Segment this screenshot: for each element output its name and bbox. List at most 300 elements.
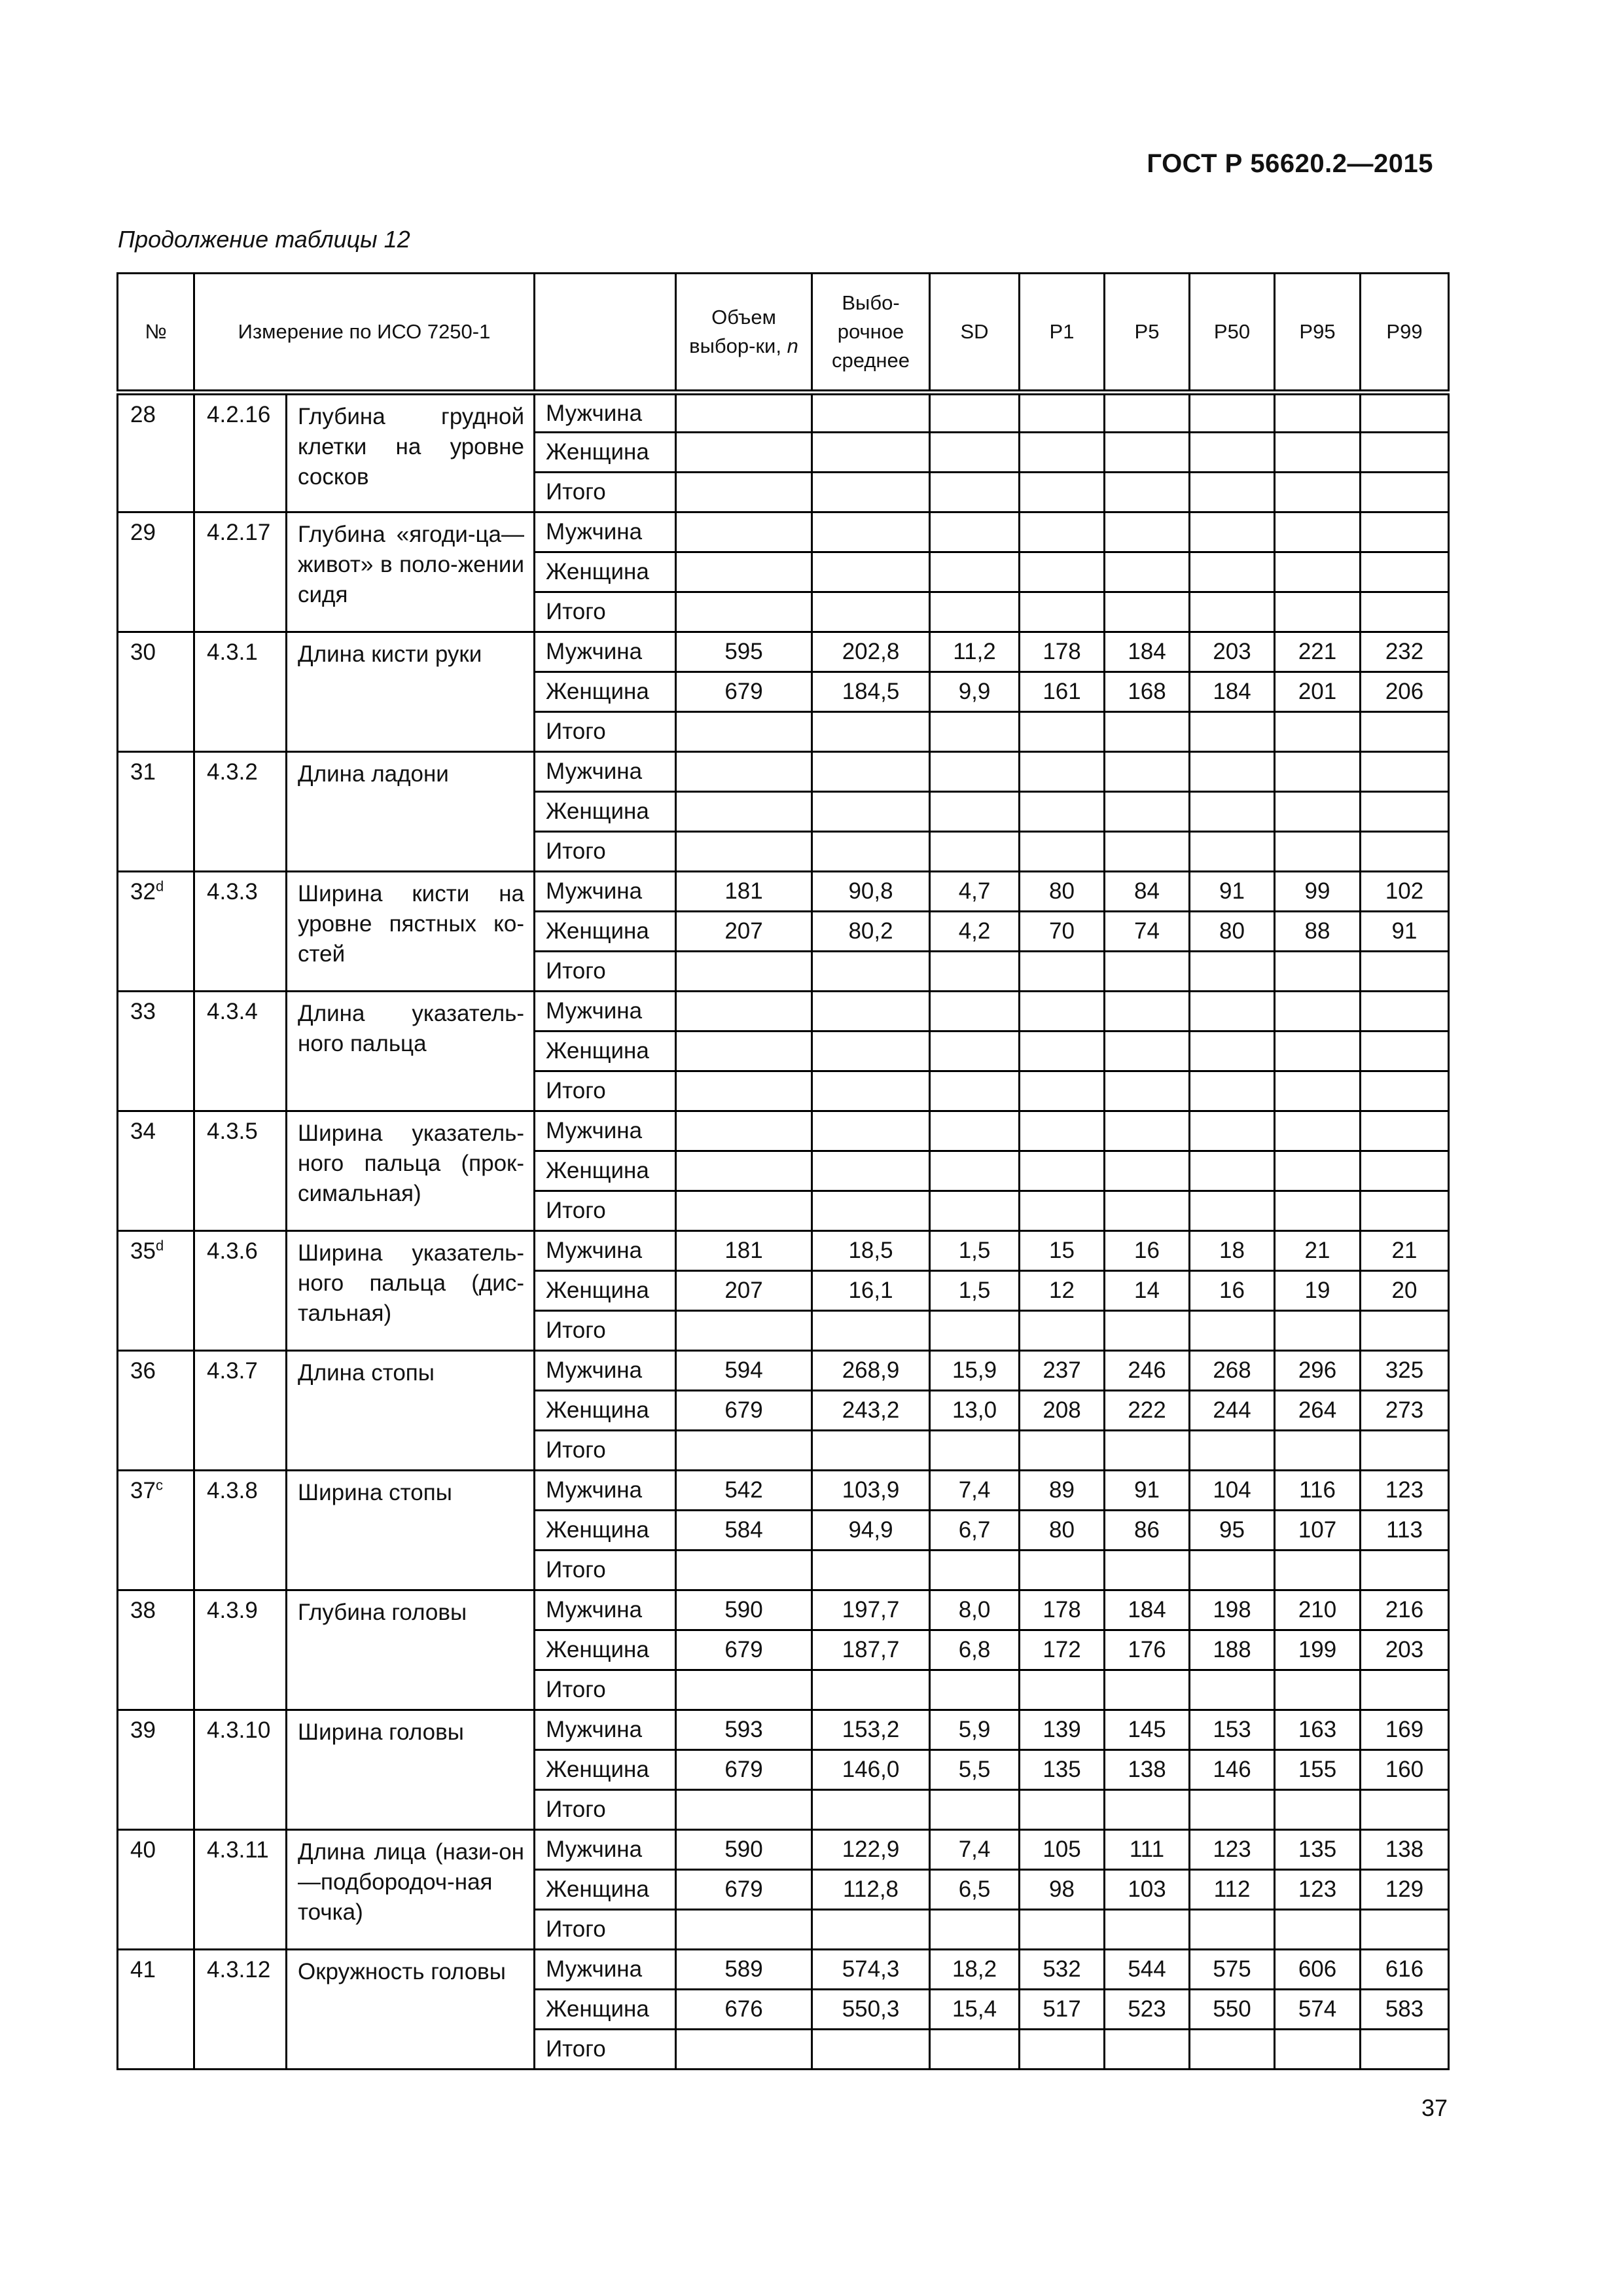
- measurement-name: Глубина «ягоди-ца—живот» в поло-жении сидя: [287, 512, 535, 632]
- footnote-marker: d: [155, 1237, 164, 1254]
- value-cell: 90,8: [812, 872, 930, 912]
- value-cell: [930, 1551, 1020, 1590]
- sex-label: Мужчина: [535, 512, 676, 552]
- iso-code: 4.2.16: [194, 393, 287, 512]
- value-cell: 202,8: [812, 632, 930, 672]
- table-row: [118, 752, 1449, 792]
- value-cell: [930, 752, 1020, 792]
- value-cell: 123: [1190, 1830, 1275, 1870]
- sample-size-label: Объем выбор-ки, n: [689, 306, 798, 357]
- value-cell: [1275, 792, 1361, 832]
- table-row: [118, 1830, 1449, 1870]
- value-cell: [1190, 792, 1275, 832]
- value-cell: [1361, 473, 1449, 512]
- value-cell: [1275, 1790, 1361, 1830]
- sex-label: Женщина: [535, 672, 676, 712]
- sex-label: Итого: [535, 712, 676, 752]
- value-cell: 91: [1105, 1471, 1190, 1511]
- value-cell: 21: [1361, 1231, 1449, 1271]
- value-cell: [1020, 393, 1105, 433]
- measurement-name: Длина лица (нази-он—подбородоч-ная точка): [287, 1830, 535, 1950]
- value-cell: 153,2: [812, 1710, 930, 1750]
- table-row: [118, 1351, 1449, 1391]
- value-cell: 80: [1020, 1511, 1105, 1551]
- document-id: ГОСТ Р 56620.2—2015: [1147, 149, 1433, 178]
- value-cell: [1020, 1910, 1105, 1950]
- value-cell: [812, 592, 930, 632]
- measurement-name: Длина стопы: [287, 1351, 535, 1471]
- value-cell: [1020, 1311, 1105, 1351]
- value-cell: [1275, 1071, 1361, 1111]
- value-cell: [1275, 1551, 1361, 1590]
- row-number-text: 32: [130, 879, 156, 905]
- value-cell: [812, 712, 930, 752]
- iso-code: 4.3.9: [194, 1590, 287, 1710]
- value-cell: [930, 832, 1020, 872]
- value-cell: [1361, 1790, 1449, 1830]
- value-cell: 104: [1190, 1471, 1275, 1511]
- sex-label: Итого: [535, 1191, 676, 1231]
- value-cell: 153: [1190, 1710, 1275, 1750]
- value-cell: [1190, 433, 1275, 473]
- sex-label: Итого: [535, 1551, 676, 1590]
- value-cell: [812, 1431, 930, 1471]
- value-cell: 6,8: [930, 1630, 1020, 1670]
- sex-label: Мужчина: [535, 1950, 676, 1990]
- value-cell: 575: [1190, 1950, 1275, 1990]
- value-cell: [812, 1071, 930, 1111]
- value-cell: 532: [1020, 1950, 1105, 1990]
- value-cell: [676, 592, 812, 632]
- measurement-name: Ширина указатель-ного пальца (дис-тальная): [287, 1231, 535, 1351]
- sex-label: Женщина: [535, 552, 676, 592]
- value-cell: 21: [1275, 1231, 1361, 1271]
- value-cell: 542: [676, 1471, 812, 1511]
- value-cell: 595: [676, 632, 812, 672]
- value-cell: [1105, 752, 1190, 792]
- value-cell: 178: [1020, 1590, 1105, 1630]
- value-cell: 181: [676, 872, 812, 912]
- row-number-text: 40: [130, 1837, 156, 1863]
- value-cell: [930, 952, 1020, 992]
- value-cell: 102: [1361, 872, 1449, 912]
- value-cell: [1190, 552, 1275, 592]
- value-cell: [1275, 1670, 1361, 1710]
- value-cell: 589: [676, 1950, 812, 1990]
- iso-code: 4.3.1: [194, 632, 287, 752]
- value-cell: 105: [1020, 1830, 1105, 1870]
- value-cell: 9,9: [930, 672, 1020, 712]
- value-cell: [1361, 752, 1449, 792]
- iso-code: 4.3.8: [194, 1471, 287, 1590]
- value-cell: [1020, 712, 1105, 752]
- sex-label: Итого: [535, 1790, 676, 1830]
- value-cell: [930, 1910, 1020, 1950]
- value-cell: [1190, 393, 1275, 433]
- value-cell: 207: [676, 912, 812, 952]
- measurement-name: Длина кисти руки: [287, 632, 535, 752]
- row-number: [118, 1590, 194, 1710]
- value-cell: 95: [1190, 1511, 1275, 1551]
- value-cell: [1190, 1311, 1275, 1351]
- value-cell: 112: [1190, 1870, 1275, 1910]
- sex-label: Итого: [535, 832, 676, 872]
- sample-size-symbol: n: [787, 334, 798, 357]
- value-cell: [676, 512, 812, 552]
- value-cell: [1361, 393, 1449, 433]
- value-cell: 210: [1275, 1590, 1361, 1630]
- sex-label: Женщина: [535, 1630, 676, 1670]
- value-cell: [1020, 1790, 1105, 1830]
- value-cell: [676, 433, 812, 473]
- value-cell: [1361, 512, 1449, 552]
- value-cell: [1190, 1031, 1275, 1071]
- row-number: [118, 393, 194, 512]
- value-cell: 15,4: [930, 1990, 1020, 2030]
- measurement-name: Длина ладони: [287, 752, 535, 872]
- value-cell: [1190, 712, 1275, 752]
- measurements-table: [116, 272, 1450, 2070]
- value-cell: 181: [676, 1231, 812, 1271]
- value-cell: [1361, 1191, 1449, 1231]
- value-cell: 146,0: [812, 1750, 930, 1790]
- iso-code: 4.3.11: [194, 1830, 287, 1950]
- value-cell: 13,0: [930, 1391, 1020, 1431]
- col-header-sex: [535, 274, 676, 393]
- value-cell: 7,4: [930, 1471, 1020, 1511]
- value-cell: [1105, 1551, 1190, 1590]
- page-number: 37: [1421, 2094, 1448, 2121]
- iso-code: 4.3.2: [194, 752, 287, 872]
- value-cell: [1190, 992, 1275, 1031]
- value-cell: [1190, 1151, 1275, 1191]
- value-cell: [1361, 552, 1449, 592]
- value-cell: [930, 1431, 1020, 1471]
- row-number: [118, 752, 194, 872]
- value-cell: 169: [1361, 1710, 1449, 1750]
- col-header-p95: P95: [1275, 274, 1361, 393]
- value-cell: [676, 1111, 812, 1151]
- value-cell: 103: [1105, 1870, 1190, 1910]
- value-cell: [1105, 512, 1190, 552]
- table-header: [118, 274, 1449, 393]
- value-cell: [1275, 712, 1361, 752]
- value-cell: 594: [676, 1351, 812, 1391]
- value-cell: [930, 1031, 1020, 1071]
- value-cell: [1190, 2030, 1275, 2070]
- value-cell: 676: [676, 1990, 812, 2030]
- value-cell: [1020, 1670, 1105, 1710]
- value-cell: [1275, 952, 1361, 992]
- value-cell: 98: [1020, 1870, 1105, 1910]
- value-cell: [1275, 1431, 1361, 1471]
- value-cell: 679: [676, 1870, 812, 1910]
- value-cell: [812, 1191, 930, 1231]
- value-cell: [1105, 832, 1190, 872]
- value-cell: [1105, 552, 1190, 592]
- row-number: [118, 1111, 194, 1231]
- value-cell: 184: [1105, 632, 1190, 672]
- col-header-sample-size: [676, 274, 812, 393]
- value-cell: [812, 433, 930, 473]
- sex-label: Женщина: [535, 433, 676, 473]
- table-body: [118, 393, 1449, 2070]
- value-cell: 18,5: [812, 1231, 930, 1271]
- value-cell: 6,5: [930, 1870, 1020, 1910]
- value-cell: [930, 1311, 1020, 1351]
- value-cell: [676, 792, 812, 832]
- value-cell: [930, 433, 1020, 473]
- value-cell: [812, 393, 930, 433]
- value-cell: 163: [1275, 1710, 1361, 1750]
- sex-label: Мужчина: [535, 1231, 676, 1271]
- value-cell: [1020, 992, 1105, 1031]
- value-cell: [930, 1071, 1020, 1111]
- value-cell: [1361, 1551, 1449, 1590]
- sex-label: Итого: [535, 952, 676, 992]
- value-cell: 517: [1020, 1990, 1105, 2030]
- value-cell: [930, 1151, 1020, 1191]
- value-cell: 268: [1190, 1351, 1275, 1391]
- value-cell: 123: [1361, 1471, 1449, 1511]
- sex-label: Женщина: [535, 1750, 676, 1790]
- value-cell: [1020, 473, 1105, 512]
- value-cell: 216: [1361, 1590, 1449, 1630]
- value-cell: [1020, 1071, 1105, 1111]
- col-header-p1: P1: [1020, 274, 1105, 393]
- footnote-marker: d: [155, 878, 164, 895]
- table-row: [118, 632, 1449, 672]
- value-cell: [1020, 1151, 1105, 1191]
- row-number: [118, 1830, 194, 1950]
- value-cell: 135: [1275, 1830, 1361, 1870]
- value-cell: 19: [1275, 1271, 1361, 1311]
- value-cell: 89: [1020, 1471, 1105, 1511]
- value-cell: [1275, 1111, 1361, 1151]
- row-number: [118, 1231, 194, 1351]
- sex-label: Мужчина: [535, 1111, 676, 1151]
- value-cell: [812, 552, 930, 592]
- row-number: [118, 1950, 194, 2070]
- value-cell: [812, 1111, 930, 1151]
- value-cell: 146: [1190, 1750, 1275, 1790]
- value-cell: 94,9: [812, 1511, 930, 1551]
- col-header-p50: P50: [1190, 274, 1275, 393]
- value-cell: [1275, 832, 1361, 872]
- value-cell: [1020, 2030, 1105, 2070]
- sex-label: Женщина: [535, 912, 676, 952]
- value-cell: 593: [676, 1710, 812, 1750]
- row-number-text: 34: [130, 1119, 156, 1144]
- value-cell: [812, 1551, 930, 1590]
- value-cell: [1275, 1031, 1361, 1071]
- value-cell: [1275, 592, 1361, 632]
- value-cell: [1020, 552, 1105, 592]
- row-number: [118, 1710, 194, 1830]
- value-cell: 244: [1190, 1391, 1275, 1431]
- value-cell: [676, 1191, 812, 1231]
- row-number-text: 37: [130, 1478, 156, 1503]
- value-cell: [1275, 552, 1361, 592]
- value-cell: 187,7: [812, 1630, 930, 1670]
- value-cell: [930, 552, 1020, 592]
- value-cell: 80: [1020, 872, 1105, 912]
- value-cell: 161: [1020, 672, 1105, 712]
- value-cell: 172: [1020, 1630, 1105, 1670]
- value-cell: [812, 1790, 930, 1830]
- value-cell: [1105, 473, 1190, 512]
- value-cell: 5,5: [930, 1750, 1020, 1790]
- value-cell: 112,8: [812, 1870, 930, 1910]
- table-caption: Продолжение таблицы 12: [118, 226, 410, 253]
- sex-label: Итого: [535, 1311, 676, 1351]
- measurement-name: Длина указатель-ного пальца: [287, 992, 535, 1111]
- value-cell: 138: [1361, 1830, 1449, 1870]
- value-cell: [676, 1790, 812, 1830]
- value-cell: [1275, 433, 1361, 473]
- value-cell: 199: [1275, 1630, 1361, 1670]
- value-cell: 160: [1361, 1750, 1449, 1790]
- sex-label: Итого: [535, 1071, 676, 1111]
- value-cell: [1020, 752, 1105, 792]
- value-cell: [1105, 1790, 1190, 1830]
- row-number-text: 38: [130, 1598, 156, 1623]
- sex-label: Итого: [535, 2030, 676, 2070]
- sex-label: Мужчина: [535, 1710, 676, 1750]
- sex-label: Итого: [535, 1670, 676, 1710]
- value-cell: 4,7: [930, 872, 1020, 912]
- value-cell: [1190, 832, 1275, 872]
- value-cell: [1361, 1071, 1449, 1111]
- value-cell: [1275, 1311, 1361, 1351]
- sex-label: Мужчина: [535, 1351, 676, 1391]
- value-cell: 91: [1361, 912, 1449, 952]
- sex-label: Женщина: [535, 1031, 676, 1071]
- value-cell: [1105, 2030, 1190, 2070]
- value-cell: [812, 1670, 930, 1710]
- value-cell: [812, 473, 930, 512]
- value-cell: 123: [1275, 1870, 1361, 1910]
- value-cell: [1105, 1191, 1190, 1231]
- value-cell: 206: [1361, 672, 1449, 712]
- value-cell: 208: [1020, 1391, 1105, 1431]
- value-cell: 16: [1105, 1231, 1190, 1271]
- value-cell: 18,2: [930, 1950, 1020, 1990]
- col-header-measure: Измерение по ИСО 7250-1: [194, 274, 535, 393]
- value-cell: [1361, 1910, 1449, 1950]
- value-cell: 550,3: [812, 1990, 930, 2030]
- sex-label: Мужчина: [535, 393, 676, 433]
- value-cell: [676, 473, 812, 512]
- value-cell: 70: [1020, 912, 1105, 952]
- value-cell: [930, 712, 1020, 752]
- value-cell: 616: [1361, 1950, 1449, 1990]
- value-cell: [812, 752, 930, 792]
- row-number: [118, 872, 194, 992]
- value-cell: 14: [1105, 1271, 1190, 1311]
- row-number-text: 28: [130, 402, 156, 427]
- value-cell: 91: [1190, 872, 1275, 912]
- value-cell: [1020, 1191, 1105, 1231]
- value-cell: [1361, 1031, 1449, 1071]
- value-cell: 574,3: [812, 1950, 930, 1990]
- value-cell: 574: [1275, 1990, 1361, 2030]
- value-cell: 176: [1105, 1630, 1190, 1670]
- value-cell: [1105, 1151, 1190, 1191]
- value-cell: [1105, 952, 1190, 992]
- value-cell: 325: [1361, 1351, 1449, 1391]
- sex-label: Итого: [535, 592, 676, 632]
- row-number: [118, 1351, 194, 1471]
- measurement-name: Глубина головы: [287, 1590, 535, 1710]
- iso-code: 4.3.12: [194, 1950, 287, 2070]
- value-cell: [676, 752, 812, 792]
- value-cell: [1105, 433, 1190, 473]
- value-cell: 590: [676, 1590, 812, 1630]
- measurement-name: Глубина грудной клетки на уровне сосков: [287, 393, 535, 512]
- value-cell: [1361, 992, 1449, 1031]
- value-cell: 1,5: [930, 1271, 1020, 1311]
- value-cell: 138: [1105, 1750, 1190, 1790]
- value-cell: [1020, 1031, 1105, 1071]
- value-cell: 15,9: [930, 1351, 1020, 1391]
- value-cell: [1275, 1151, 1361, 1191]
- value-cell: 197,7: [812, 1590, 930, 1630]
- value-cell: [676, 1551, 812, 1590]
- value-cell: 6,7: [930, 1511, 1020, 1551]
- iso-code: 4.3.4: [194, 992, 287, 1111]
- col-header-p99: P99: [1361, 274, 1449, 393]
- value-cell: [1275, 393, 1361, 433]
- table-row: [118, 1590, 1449, 1630]
- value-cell: 15: [1020, 1231, 1105, 1271]
- value-cell: 264: [1275, 1391, 1361, 1431]
- value-cell: 111: [1105, 1830, 1190, 1870]
- value-cell: [930, 1790, 1020, 1830]
- row-number: [118, 632, 194, 752]
- value-cell: 168: [1105, 672, 1190, 712]
- row-number-text: 35: [130, 1238, 156, 1264]
- sex-label: Мужчина: [535, 1471, 676, 1511]
- value-cell: [1020, 832, 1105, 872]
- value-cell: [676, 1431, 812, 1471]
- value-cell: 129: [1361, 1870, 1449, 1910]
- iso-code: 4.3.7: [194, 1351, 287, 1471]
- value-cell: 523: [1105, 1990, 1190, 2030]
- row-number: [118, 512, 194, 632]
- value-cell: [812, 1151, 930, 1191]
- value-cell: [1275, 992, 1361, 1031]
- iso-code: 4.2.17: [194, 512, 287, 632]
- value-cell: [930, 2030, 1020, 2070]
- table-row: [118, 1111, 1449, 1151]
- value-cell: [930, 592, 1020, 632]
- value-cell: [676, 1071, 812, 1111]
- footnote-marker: c: [155, 1477, 163, 1494]
- value-cell: 184: [1105, 1590, 1190, 1630]
- value-cell: 222: [1105, 1391, 1190, 1431]
- value-cell: 184: [1190, 672, 1275, 712]
- value-cell: [676, 552, 812, 592]
- value-cell: [1020, 1551, 1105, 1590]
- value-cell: 679: [676, 1630, 812, 1670]
- value-cell: 116: [1275, 1471, 1361, 1511]
- sex-label: Женщина: [535, 1391, 676, 1431]
- table-row: [118, 512, 1449, 552]
- value-cell: 99: [1275, 872, 1361, 912]
- value-cell: 584: [676, 1511, 812, 1551]
- value-cell: 4,2: [930, 912, 1020, 952]
